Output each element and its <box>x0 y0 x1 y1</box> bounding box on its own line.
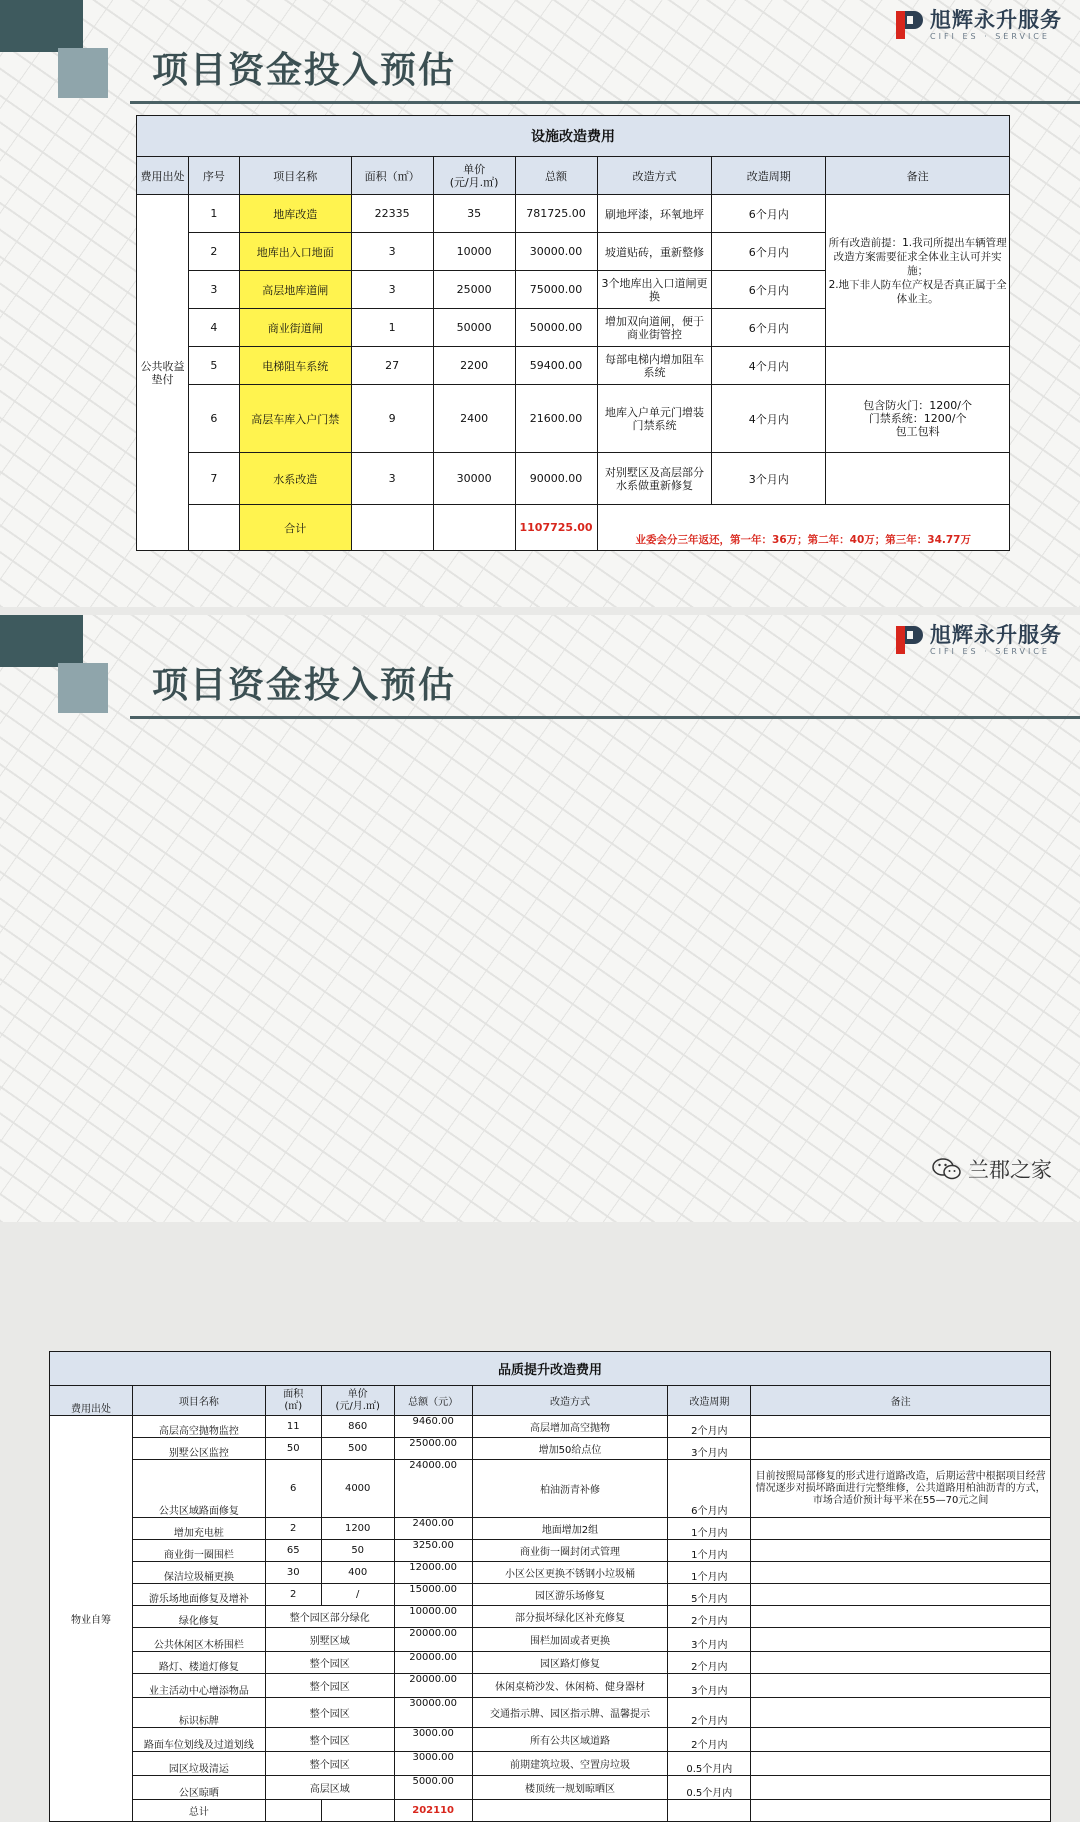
item-name: 路灯、楼道灯修复 <box>132 1652 265 1674</box>
price-cell: 1200 <box>321 1518 394 1540</box>
price-cell: 30000 <box>433 453 515 505</box>
column-header: 总额 <box>515 157 597 195</box>
scope-cell: 整个园区 <box>265 1752 394 1776</box>
table-row <box>50 1652 1051 1674</box>
corner-block-light <box>58 663 108 713</box>
empty-note <box>751 1698 1051 1728</box>
column-header: 改造周期 <box>712 157 826 195</box>
area-cell: 27 <box>351 347 433 385</box>
column-header: 改造方式 <box>597 157 712 195</box>
price-cell: 50000 <box>433 309 515 347</box>
method-cell: 前期建筑垃圾、空置房垃圾 <box>472 1752 668 1776</box>
area-cell: 3 <box>351 271 433 309</box>
empty-note <box>751 1674 1051 1698</box>
item-name: 标识标牌 <box>132 1698 265 1728</box>
table-row <box>50 1584 1051 1606</box>
method-cell: 交通指示牌、园区指示牌、温馨提示 <box>472 1698 668 1728</box>
area-cell: 30 <box>265 1562 321 1584</box>
method-cell: 围栏加固或者更换 <box>472 1628 668 1652</box>
period-cell: 4个月内 <box>712 347 826 385</box>
item-name: 地库改造 <box>239 195 351 233</box>
table-row <box>50 1438 1051 1460</box>
method-cell: 坡道贴砖，重新整修 <box>597 233 712 271</box>
item-name: 别墅公区监控 <box>132 1438 265 1460</box>
period-cell: 4个月内 <box>712 385 826 453</box>
empty-note <box>751 1776 1051 1800</box>
row-number: 1 <box>188 195 239 233</box>
item-name: 电梯阻车系统 <box>239 347 351 385</box>
item-name: 游乐场地面修复及增补 <box>132 1584 265 1606</box>
price-cell: 2400 <box>433 385 515 453</box>
table-row <box>137 347 1010 385</box>
method-cell: 对别墅区及高层部分水系做重新修复 <box>597 453 712 505</box>
scope-cell: 整个园区 <box>265 1652 394 1674</box>
table-row <box>50 1628 1051 1652</box>
scope-cell: 整个园区 <box>265 1698 394 1728</box>
period-cell: 6个月内 <box>712 233 826 271</box>
empty-note <box>751 1752 1051 1776</box>
method-cell: 商业街一圈封闭式管理 <box>472 1540 668 1562</box>
table-row <box>50 1606 1051 1628</box>
column-header: 面积（㎡） <box>351 157 433 195</box>
empty-note <box>751 1728 1051 1752</box>
item-name: 高层车库入户门禁 <box>239 385 351 453</box>
sum-row <box>137 505 1010 551</box>
empty-cell <box>188 505 239 551</box>
area-cell: 1 <box>351 309 433 347</box>
period-cell: 2个月内 <box>668 1698 751 1728</box>
empty-note <box>826 347 1010 385</box>
item-name: 公区晾晒 <box>132 1776 265 1800</box>
method-cell: 园区路灯修复 <box>472 1652 668 1674</box>
watermark-text: 兰郡之家 <box>968 1158 1052 1182</box>
period-cell: 3个月内 <box>668 1674 751 1698</box>
method-cell: 柏油沥青补修 <box>472 1460 668 1518</box>
road-repair-note: 目前按照局部修复的形式进行道路改造，后期运营中根据项目经营情况逐步对损坏路面进行完整维修，公共道路用柏油沥青的方式，市场合适价预计每平米在55—70元之间 <box>751 1460 1051 1518</box>
empty-cell <box>472 1800 668 1822</box>
period-cell: 2个月内 <box>668 1728 751 1752</box>
sum-total: 1107725.00 <box>515 505 597 551</box>
table-row <box>50 1460 1051 1518</box>
total-cell: 5000.00 <box>394 1776 472 1800</box>
table-row <box>50 1776 1051 1800</box>
total-cell: 20000.00 <box>394 1674 472 1698</box>
table-row <box>137 453 1010 505</box>
column-header: 项目名称 <box>132 1386 265 1416</box>
method-cell: 地面增加2组 <box>472 1518 668 1540</box>
area-cell: 3 <box>351 233 433 271</box>
empty-cell <box>433 505 515 551</box>
empty-cell <box>668 1800 751 1822</box>
logo-text-en: CIFI ES · SERVICE <box>930 647 1050 656</box>
wechat-icon <box>932 1157 962 1181</box>
table-row <box>50 1540 1051 1562</box>
column-header: 改造周期 <box>668 1386 751 1416</box>
empty-note <box>826 453 1010 505</box>
column-header: 项目名称 <box>239 157 351 195</box>
note-prerequisites: 所有改造前提：1.我司所提出车辆管理改造方案需要征求全体业主认可并实施； 2.地下非人防车位产权是否真正属于全体业主。 <box>826 195 1010 347</box>
item-name: 园区垃圾清运 <box>132 1752 265 1776</box>
price-cell: 500 <box>321 1438 394 1460</box>
table-title: 品质提升改造费用 <box>50 1352 1051 1386</box>
facility-cost-table <box>136 115 1010 551</box>
total-cell: 20000.00 <box>394 1628 472 1652</box>
quality-upgrade-cost-table <box>49 1351 1051 1822</box>
note-door-access: 包含防火门：1200/个 门禁系统：1200/个 包工包料 <box>826 385 1010 453</box>
period-cell: 6个月内 <box>712 271 826 309</box>
company-logo <box>894 8 1062 42</box>
watermark <box>932 1154 1052 1184</box>
item-name: 商业街道闸 <box>239 309 351 347</box>
price-cell: 4000 <box>321 1460 394 1518</box>
area-cell: 65 <box>265 1540 321 1562</box>
table-title: 设施改造费用 <box>137 116 1010 157</box>
empty-cell <box>751 1800 1051 1822</box>
period-cell: 1个月内 <box>668 1562 751 1584</box>
item-name: 地库出入口地面 <box>239 233 351 271</box>
empty-cell <box>351 505 433 551</box>
column-header: 改造方式 <box>472 1386 668 1416</box>
sum-total: 202110 <box>394 1800 472 1822</box>
logo-text-en: CIFI ES · SERVICE <box>930 32 1050 41</box>
table-row <box>50 1728 1051 1752</box>
total-cell: 90000.00 <box>515 453 597 505</box>
price-cell: 50 <box>321 1540 394 1562</box>
total-cell: 3000.00 <box>394 1728 472 1752</box>
table-row <box>50 1752 1051 1776</box>
sum-label: 合计 <box>239 505 351 551</box>
column-header: 单价 (元/月.㎡) <box>433 157 515 195</box>
table-row <box>50 1698 1051 1728</box>
page-title: 项目资金投入预估 <box>152 50 457 91</box>
table-row <box>137 195 1010 233</box>
title-underline <box>130 716 1080 719</box>
area-cell: 50 <box>265 1438 321 1460</box>
method-cell: 休闲桌椅沙发、休闲椅、健身器材 <box>472 1674 668 1698</box>
column-header: 备注 <box>751 1386 1051 1416</box>
company-logo <box>894 623 1062 657</box>
total-cell: 20000.00 <box>394 1652 472 1674</box>
total-cell: 75000.00 <box>515 271 597 309</box>
empty-note <box>751 1652 1051 1674</box>
sum-row <box>50 1800 1051 1822</box>
method-cell: 高层增加高空抛物 <box>472 1416 668 1438</box>
area-cell: 9 <box>351 385 433 453</box>
price-cell: 25000 <box>433 271 515 309</box>
method-cell: 刷地坪漆，环氧地坪 <box>597 195 712 233</box>
method-cell: 每部电梯内增加阻车系统 <box>597 347 712 385</box>
period-cell: 0.5个月内 <box>668 1776 751 1800</box>
scope-cell: 高层区域 <box>265 1776 394 1800</box>
column-header: 费用出处 <box>137 157 189 195</box>
method-cell: 3个地库出入口道闸更换 <box>597 271 712 309</box>
table-row <box>50 1562 1051 1584</box>
total-cell: 30000.00 <box>515 233 597 271</box>
price-cell: / <box>321 1584 394 1606</box>
title-underline <box>130 101 1080 104</box>
row-number: 4 <box>188 309 239 347</box>
total-cell: 59400.00 <box>515 347 597 385</box>
table-row <box>50 1674 1051 1698</box>
price-cell: 400 <box>321 1562 394 1584</box>
period-cell: 3个月内 <box>668 1628 751 1652</box>
area-cell: 11 <box>265 1416 321 1438</box>
page-title: 项目资金投入预估 <box>152 665 457 706</box>
row-number: 5 <box>188 347 239 385</box>
total-cell: 25000.00 <box>394 1438 472 1460</box>
sum-label: 总计 <box>132 1800 265 1822</box>
method-cell: 所有公共区域道路 <box>472 1728 668 1752</box>
item-name: 公共休闲区木桥围栏 <box>132 1628 265 1652</box>
logo-text-cn: 旭辉永升服务 <box>930 8 1062 32</box>
row-number: 3 <box>188 271 239 309</box>
column-header: 面积 (㎡) <box>265 1386 321 1416</box>
total-cell: 2400.00 <box>394 1518 472 1540</box>
empty-note <box>751 1562 1051 1584</box>
table-row <box>50 1518 1051 1540</box>
period-cell: 6个月内 <box>712 195 826 233</box>
item-name: 高层高空抛物监控 <box>132 1416 265 1438</box>
total-cell: 30000.00 <box>394 1698 472 1728</box>
corner-block-dark <box>0 615 83 667</box>
area-cell: 2 <box>265 1518 321 1540</box>
period-cell: 2个月内 <box>668 1416 751 1438</box>
item-name: 绿化修复 <box>132 1606 265 1628</box>
column-header: 费用出处 <box>50 1386 133 1416</box>
period-cell: 0.5个月内 <box>668 1752 751 1776</box>
total-cell: 10000.00 <box>394 1606 472 1628</box>
scope-cell: 别墅区域 <box>265 1628 394 1652</box>
empty-note <box>751 1518 1051 1540</box>
corner-block-light <box>58 48 108 98</box>
slide-quality-upgrade-costs <box>0 615 1080 1818</box>
area-cell: 6 <box>265 1460 321 1518</box>
total-cell: 21600.00 <box>515 385 597 453</box>
total-cell: 9460.00 <box>394 1416 472 1438</box>
empty-note <box>751 1584 1051 1606</box>
period-cell: 6个月内 <box>668 1460 751 1518</box>
item-name: 高层地库道闸 <box>239 271 351 309</box>
empty-note <box>751 1540 1051 1562</box>
item-name: 增加充电桩 <box>132 1518 265 1540</box>
item-name: 商业街一圈围栏 <box>132 1540 265 1562</box>
corner-block-dark <box>0 0 83 52</box>
column-header: 总额（元） <box>394 1386 472 1416</box>
table-row <box>50 1416 1051 1438</box>
method-cell: 增加50给点位 <box>472 1438 668 1460</box>
scope-cell: 整个园区部分绿化 <box>265 1606 394 1628</box>
price-cell: 860 <box>321 1416 394 1438</box>
method-cell: 园区游乐场修复 <box>472 1584 668 1606</box>
cost-source-cell: 公共收益 垫付 <box>137 195 189 551</box>
total-cell: 3250.00 <box>394 1540 472 1562</box>
period-cell: 1个月内 <box>668 1518 751 1540</box>
period-cell: 3个月内 <box>668 1438 751 1460</box>
table-row <box>137 385 1010 453</box>
column-header: 备注 <box>826 157 1010 195</box>
row-number: 7 <box>188 453 239 505</box>
logo-mark-icon <box>894 624 924 656</box>
period-cell: 2个月内 <box>668 1606 751 1628</box>
method-cell: 楼顶统一规划晾晒区 <box>472 1776 668 1800</box>
column-header: 单价 (元/月.㎡) <box>321 1386 394 1416</box>
period-cell: 1个月内 <box>668 1540 751 1562</box>
total-cell: 12000.00 <box>394 1562 472 1584</box>
period-cell: 3个月内 <box>712 453 826 505</box>
item-name: 水系改造 <box>239 453 351 505</box>
empty-note <box>751 1628 1051 1652</box>
period-cell: 6个月内 <box>712 309 826 347</box>
empty-note <box>751 1606 1051 1628</box>
cost-source-cell: 物业自筹 <box>50 1416 133 1822</box>
empty-cell <box>321 1800 394 1822</box>
total-cell: 781725.00 <box>515 195 597 233</box>
logo-text-cn: 旭辉永升服务 <box>930 623 1062 647</box>
total-cell: 50000.00 <box>515 309 597 347</box>
method-cell: 地库入户单元门增装门禁系统 <box>597 385 712 453</box>
area-cell: 22335 <box>351 195 433 233</box>
row-number: 6 <box>188 385 239 453</box>
method-cell: 增加双向道闸，便于商业街管控 <box>597 309 712 347</box>
scope-cell: 整个园区 <box>265 1728 394 1752</box>
item-name: 业主活动中心增添物品 <box>132 1674 265 1698</box>
area-cell: 3 <box>351 453 433 505</box>
method-cell: 小区公区更换不锈钢小垃圾桶 <box>472 1562 668 1584</box>
total-cell: 15000.00 <box>394 1584 472 1606</box>
item-name: 保洁垃圾桶更换 <box>132 1562 265 1584</box>
total-cell: 24000.00 <box>394 1460 472 1518</box>
price-cell: 35 <box>433 195 515 233</box>
total-cell: 3000.00 <box>394 1752 472 1776</box>
item-name: 路面车位划线及过道划线 <box>132 1728 265 1752</box>
empty-note <box>751 1416 1051 1438</box>
price-cell: 2200 <box>433 347 515 385</box>
slide-facility-costs <box>0 0 1080 607</box>
row-number: 2 <box>188 233 239 271</box>
price-cell: 10000 <box>433 233 515 271</box>
period-cell: 5个月内 <box>668 1584 751 1606</box>
scope-cell: 整个园区 <box>265 1674 394 1698</box>
method-cell: 部分损坏绿化区补充修复 <box>472 1606 668 1628</box>
item-name: 公共区域路面修复 <box>132 1460 265 1518</box>
empty-note <box>751 1438 1051 1460</box>
empty-cell <box>265 1800 321 1822</box>
period-cell: 2个月内 <box>668 1652 751 1674</box>
repayment-note: 业委会分三年返还，第一年：36万；第二年：40万；第三年：34.77万 <box>597 505 1009 551</box>
logo-mark-icon <box>894 9 924 41</box>
column-header: 序号 <box>188 157 239 195</box>
area-cell: 2 <box>265 1584 321 1606</box>
